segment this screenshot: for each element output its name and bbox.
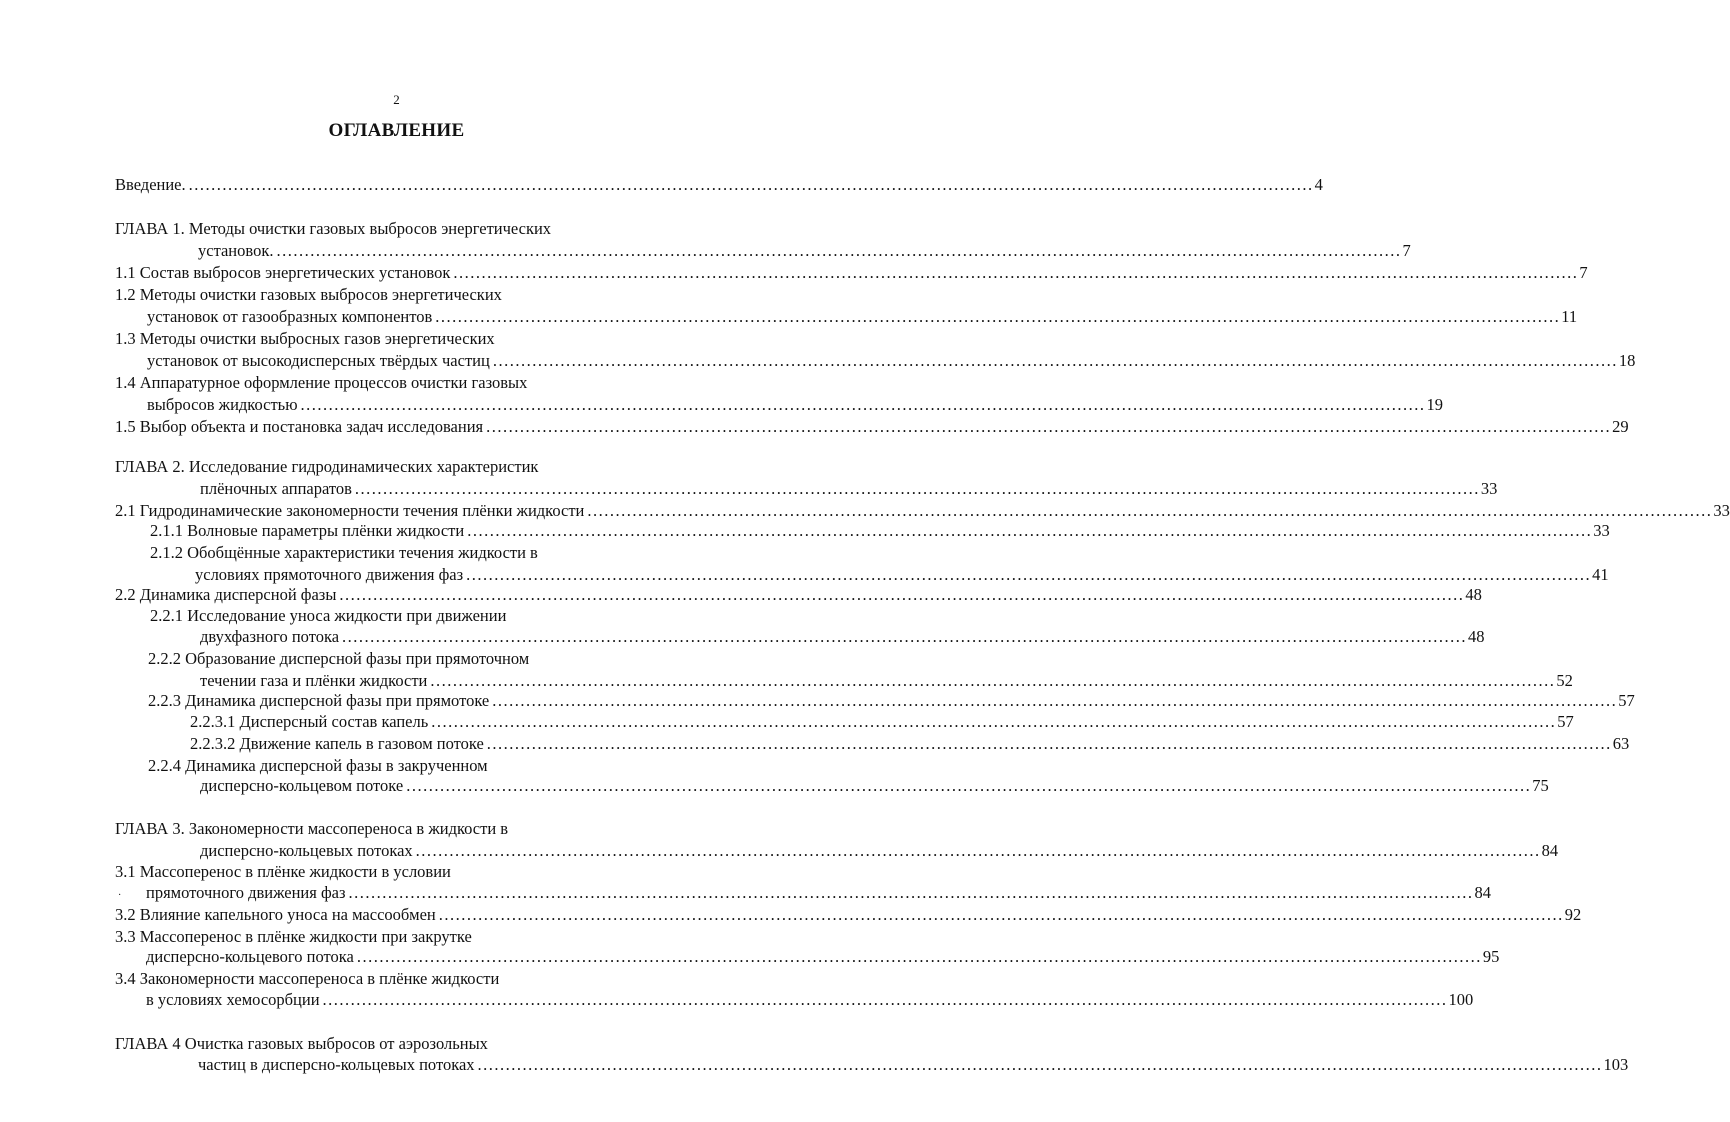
toc-label: 2.2.3.2 Движение капель в газовом потоке [190,734,484,753]
toc-entry-1-3[interactable] [147,350,1636,372]
toc-label: 2.2 Динамика дисперсной фазы [115,585,337,604]
toc-page: 103 [1603,1055,1629,1074]
leader-dots: ........................................................................................................................................................................................................ [354,479,1480,498]
toc-label: 3.2 Влияние капельного уноса на массообмен [115,905,436,924]
toc-entry-intro[interactable] [115,174,1323,196]
toc-entry-ch4-title: ГЛАВА 4 Очистка газовых выбросов от аэрозольных [115,1034,488,1053]
toc-page: 75 [1532,776,1549,795]
toc-entry-1-2[interactable] [147,306,1578,328]
page-number: 2 [393,92,400,107]
toc-page: 48 [1468,627,1485,646]
leader-dots: ........................................................................................................................................................................................................ [356,947,1482,966]
toc-entry-2-1[interactable] [115,500,1730,522]
toc-label: 2.2.3.1 Дисперсный состав капель [190,712,429,731]
toc-label: установок от высокодисперсных твёрдых частиц [147,351,490,370]
leader-dots: ........................................................................................................................................................................................................ [453,263,1579,282]
toc-page: 33 [1593,521,1610,540]
toc-page: 7 [1402,241,1411,260]
toc-entry-2-1-2[interactable] [195,564,1609,586]
page-title: ОГЛАВЛЕНИЕ [328,120,465,141]
toc-label: течении газа и плёнки жидкости [200,671,428,690]
leader-dots: ........................................................................................................................................................................................................ [587,501,1713,520]
toc-label: плёночных аппаратов [200,479,352,498]
toc-label: 2.2.3 Динамика дисперсной фазы при прямотоке [148,691,490,710]
toc-page: 52 [1556,671,1573,690]
toc-entry-2-2-4-title: 2.2.4 Динамика дисперсной фазы в закрученном [148,756,488,775]
toc-entry-2-2-3[interactable] [148,690,1635,712]
leader-dots: ........................................................................................................................................................................................................ [477,1055,1603,1074]
toc-label: в условиях хемосорбции [146,990,320,1009]
toc-label: 2.1 Гидродинамические закономерности течения плёнки жидкости [115,501,585,520]
toc-page: 18 [1618,351,1636,370]
toc-label: прямоточного движения фаз [146,883,346,902]
toc-entry-2-2-3-2[interactable] [190,733,1630,755]
toc-entry-2-2-4[interactable] [200,775,1549,797]
toc-entry-ch2-title: ГЛАВА 2. Исследование гидродинамических характеристик [115,457,539,476]
leader-dots: ........................................................................................................................................................................................................ [431,712,1557,731]
toc-entry-ch1-title: ГЛАВА 1. Методы очистки газовых выбросов энергетических [115,219,552,238]
toc-page: 33 [1480,479,1498,498]
toc-page: 29 [1612,417,1629,436]
toc-label: условиях прямоточного движения фаз [195,565,464,584]
toc-entry-3-3[interactable] [146,946,1500,968]
leader-dots: ........................................................................................................................................................................................................ [276,241,1402,260]
toc-entry-ch1[interactable] [198,240,1411,262]
toc-entry-2-1-2-title: 2.1.2 Обобщённые характеристики течения жидкости в [150,543,538,562]
leader-dots: ........................................................................................................................................................................................................ [300,395,1426,414]
leader-dots: ........................................................................................................................................................................................................ [438,905,1564,924]
leader-dots: ........................................................................................................................................................................................................ [435,307,1561,326]
leader-dots: ........................................................................................................................................................................................................ [339,585,1465,604]
leader-dots: ........................................................................................................................................................................................................ [188,175,1314,194]
toc-label: дисперсно-кольцевых потоках [200,841,413,860]
toc-entry-3-1[interactable] [146,882,1491,904]
leader-dots: ........................................................................................................................................................................................................ [415,841,1541,860]
leader-dots: ........................................................................................................................................................................................................ [342,627,1468,646]
leader-dots: ........................................................................................................................................................................................................ [348,883,1474,902]
leader-dots: ........................................................................................................................................................................................................ [430,671,1556,690]
toc-entry-2-2[interactable] [115,584,1482,606]
toc-label: частиц в дисперсно-кольцевых потоках [198,1055,475,1074]
toc-entry-1-3-title: 1.3 Методы очистки выбросных газов энергетических [115,329,495,348]
toc-page: 41 [1592,565,1609,584]
toc-page: 63 [1612,734,1630,753]
toc-page: 11 [1561,307,1578,326]
toc-entry-2-2-3-1[interactable] [190,711,1574,733]
toc-page: 84 [1474,883,1491,902]
toc-entry-ch2[interactable] [200,478,1498,500]
toc-entry-ch3[interactable] [200,840,1559,862]
toc-entry-2-2-1[interactable] [200,626,1485,648]
toc-entry-ch3-title: ГЛАВА 3. Закономерности массопереноса в жидкости в [115,819,509,838]
toc-entry-1-4-title: 1.4 Аппаратурное оформление процессов очистки газовых [115,373,528,392]
toc-page: 4 [1314,175,1323,194]
toc-label: 2.1.1 Волновые параметры плёнки жидкости [150,521,465,540]
toc-entry-3-3-title: 3.3 Массоперенос в плёнке жидкости при закрутке [115,927,472,946]
toc-label: Введение. [115,175,186,194]
toc-page: 100 [1448,990,1474,1009]
leader-dots: ........................................................................................................................................................................................................ [486,734,1612,753]
toc-page: 95 [1482,947,1500,966]
leader-dots: ........................................................................................................................................................................................................ [492,691,1618,710]
toc-entry-3-4-title: 3.4 Закономерности массопереноса в плёнке жидкости [115,969,500,988]
leader-dots: ........................................................................................................................................................................................................ [486,417,1612,436]
toc-label: дисперсно-кольцевом потоке [200,776,404,795]
leader-dots: ........................................................................................................................................................................................................ [467,521,1593,540]
toc-entry-3-4[interactable] [146,989,1474,1011]
toc-page: 48 [1465,585,1482,604]
toc-entry-ch4[interactable] [198,1054,1629,1076]
toc-entry-2-2-1-title: 2.2.1 Исследование уноса жидкости при движении [150,606,507,625]
toc-page: 84 [1541,841,1559,860]
leader-dots: ........................................................................................................................................................................................................ [466,565,1592,584]
toc-page: 19 [1426,395,1444,414]
toc-entry-2-2-2[interactable] [200,670,1573,692]
toc-entry-2-1-1[interactable] [150,520,1610,542]
leader-dots: ........................................................................................................................................................................................................ [406,776,1532,795]
toc-entry-1-1[interactable] [115,262,1588,284]
toc-entry-3-2[interactable] [115,904,1582,926]
toc-page: 57 [1557,712,1574,731]
toc-label: выбросов жидкостью [147,395,298,414]
toc-page: 33 [1713,501,1730,520]
toc-entry-1-4[interactable] [147,394,1444,416]
toc-page: 7 [1579,263,1588,282]
toc-page: 92 [1564,905,1582,924]
toc-label: 1.5 Выбор объекта и постановка задач исследования [115,417,484,436]
toc-page: 57 [1618,691,1635,710]
toc-label: двухфазного потока [200,627,340,646]
scan-mark: · [118,890,122,901]
toc-entry-1-2-title: 1.2 Методы очистки газовых выбросов энергетических [115,285,502,304]
toc-label: дисперсно-кольцевого потока [146,947,354,966]
toc-entry-2-2-2-title: 2.2.2 Образование дисперсной фазы при прямоточном [148,649,530,668]
toc-label: установок. [198,241,274,260]
toc-entry-3-1-title: 3.1 Массоперенос в плёнке жидкости в условии [115,862,451,881]
toc-label: 1.1 Состав выбросов энергетических установок [115,263,451,282]
toc-entry-1-5[interactable] [115,416,1629,438]
leader-dots: ........................................................................................................................................................................................................ [492,351,1618,370]
leader-dots: ........................................................................................................................................................................................................ [322,990,1448,1009]
toc-label: установок от газообразных компонентов [147,307,433,326]
